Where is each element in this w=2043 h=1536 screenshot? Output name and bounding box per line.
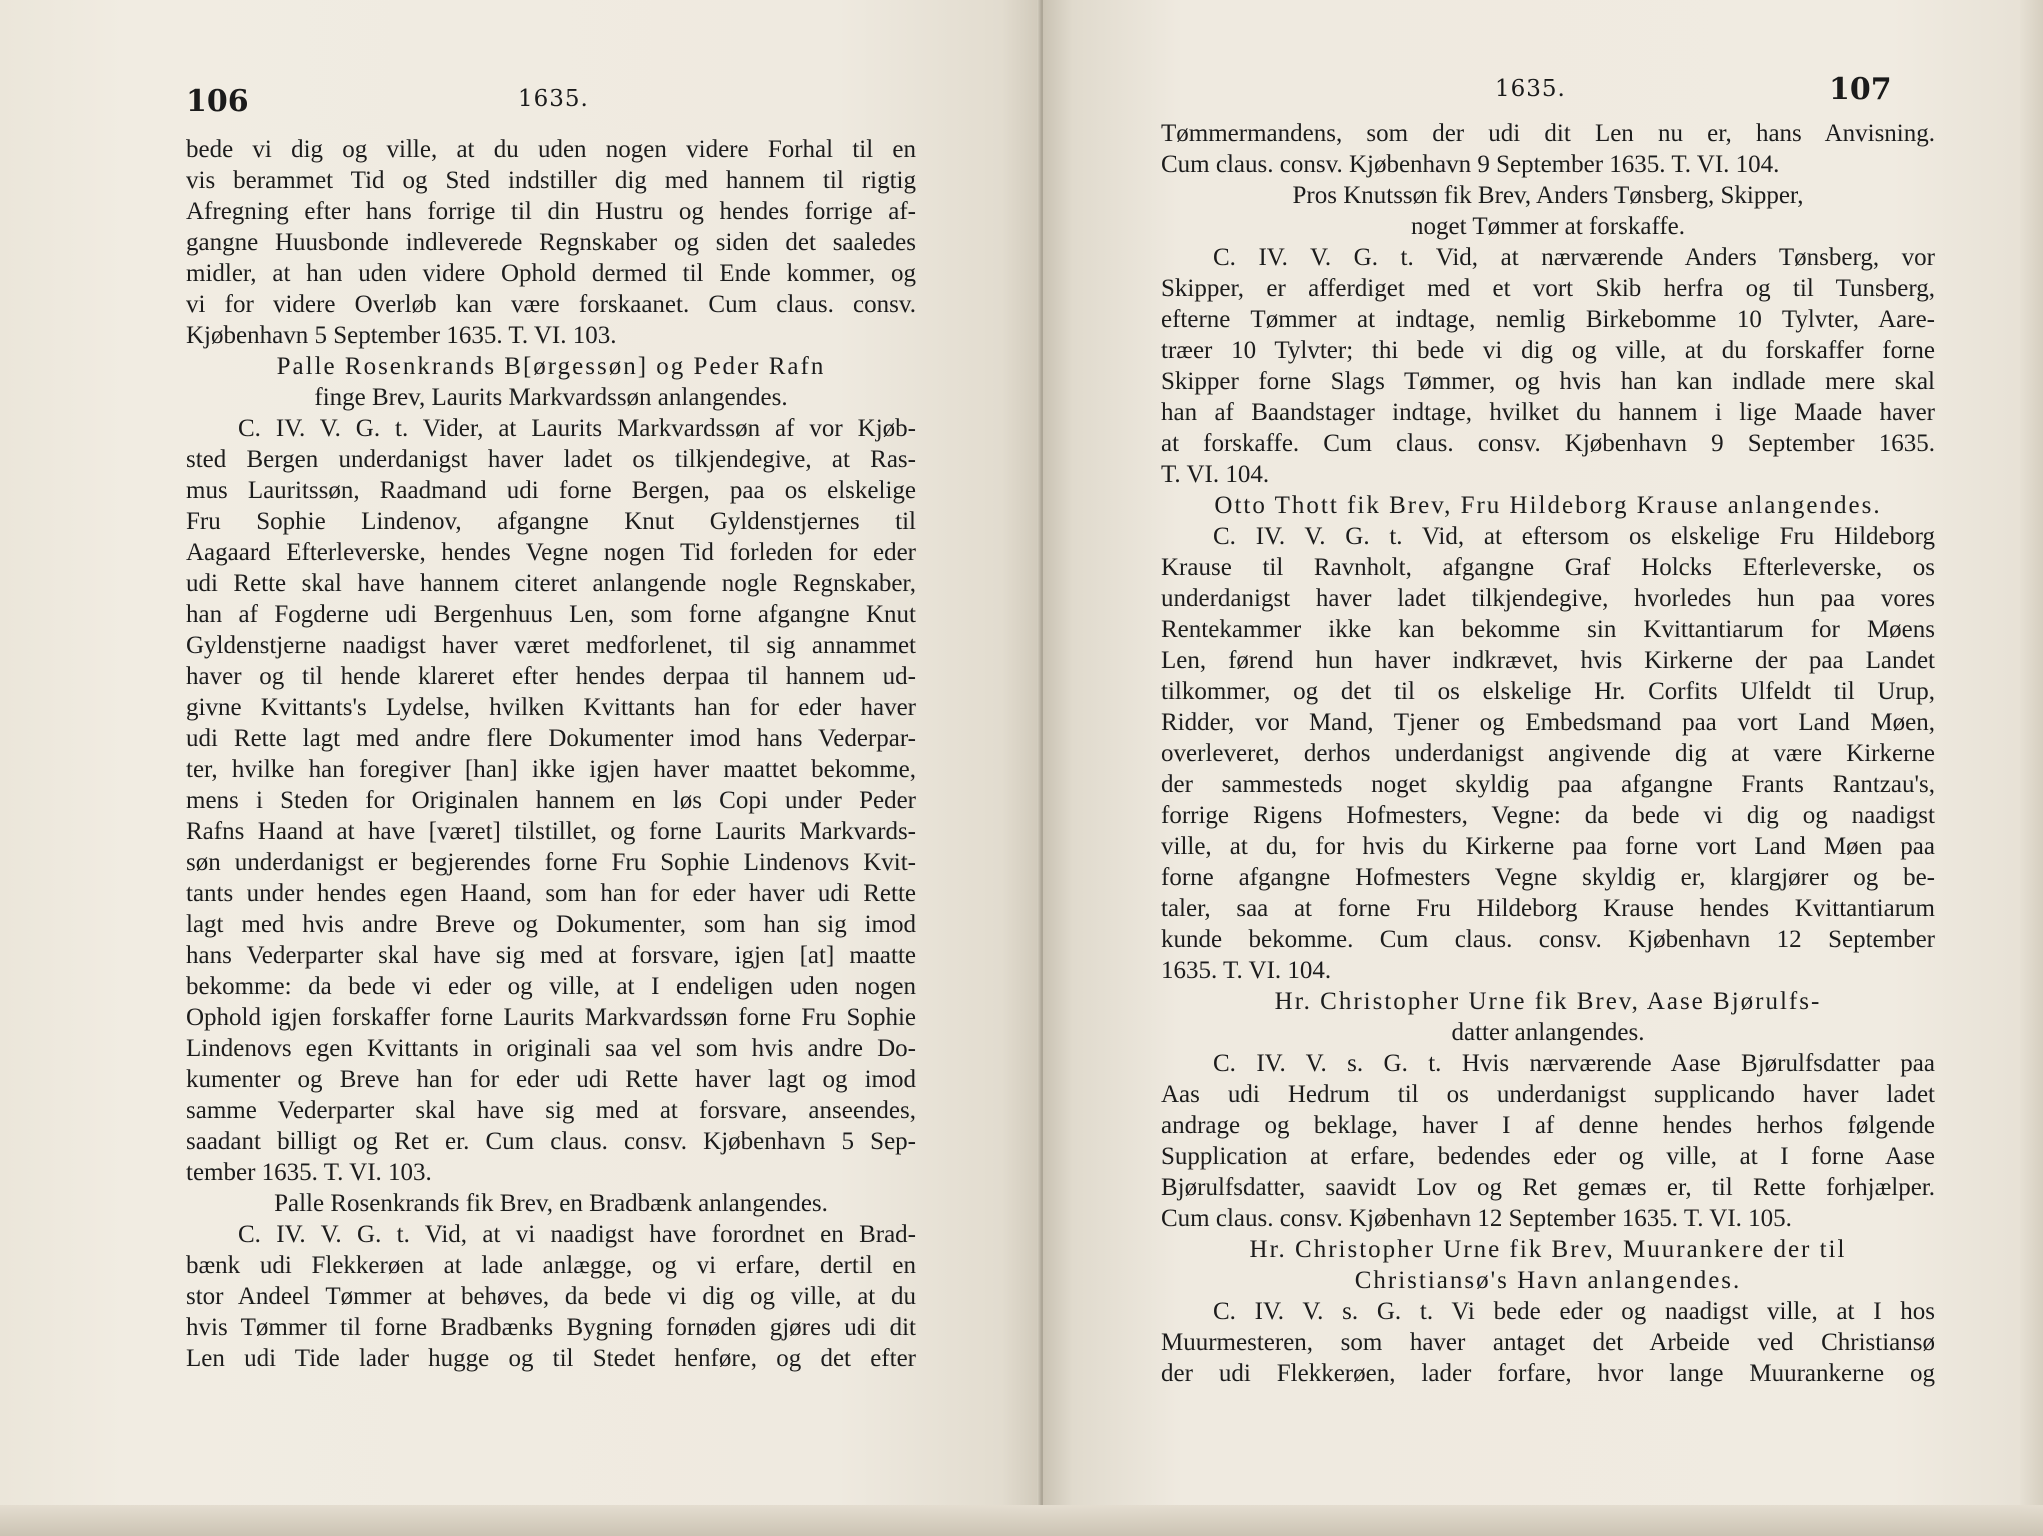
text-line: lagt med hvis andre Breve og Dokumenter, som han sig imod	[186, 911, 916, 938]
text-line: at forskaffe. Cum claus. consv. Kjøbenhavn 9 September 1635.	[1161, 430, 1935, 457]
text-line: kumenter og Breve han for eder udi Rette haver lagt og imod	[186, 1066, 916, 1093]
text-line: gangne Huusbonde indleverede Regnskaber og siden det saaledes	[186, 229, 916, 256]
entry-heading: Palle Rosenkrands fik Brev, en Bradbænk anlangendes.	[274, 1190, 828, 1217]
text-line: Cum claus. consv. Kjøbenhavn 9 September 1635. T. VI. 104.	[1161, 151, 1780, 178]
entry-heading: noget Tømmer at forskaffe.	[1411, 213, 1685, 240]
text-line: Rafns Haand at have [været] tilstillet, og forne Laurits Markvards-	[186, 818, 916, 845]
text-line: andrage og beklage, haver I af denne hendes herhos følgende	[1161, 1112, 1935, 1139]
text-line: Tømmermandens, som der udi dit Len nu er, hans Anvisning.	[1161, 120, 1935, 147]
text-line: bekomme: da bede vi eder og ville, at I endeligen uden nogen	[186, 973, 916, 1000]
text-line: efterne Tømmer at indtage, nemlig Birkebomme 10 Tylvter, Aare-	[1161, 306, 1935, 333]
text-line: mus Lauritssøn, Raadmand udi forne Bergen, paa os elskelige	[186, 477, 916, 504]
text-line: Ophold igjen forskaffer forne Laurits Markvardssøn forne Fru Sophie	[186, 1004, 916, 1031]
text-line: Len, førend hun haver indkrævet, hvis Kirkerne der paa Landet	[1161, 647, 1935, 674]
text-line: C. IV. V. G. t. Vid, at eftersom os elskelige Fru Hildeborg	[1213, 523, 1935, 550]
text-line: Skipper, er afferdiget med et vort Skib herfra og til Tunsberg,	[1161, 275, 1935, 302]
text-line: Fru Sophie Lindenov, afgangne Knut Gyldenstjernes til	[186, 508, 916, 535]
text-line: tilkommer, og det til os elskelige Hr. Corfits Ulfeldt til Urup,	[1161, 678, 1935, 705]
text-line: Cum claus. consv. Kjøbenhavn 12 September 1635. T. VI. 105.	[1161, 1205, 1792, 1232]
text-line: overleveret, derhos underdanigst angivende dig at være Kirkerne	[1161, 740, 1935, 767]
text-line: Lindenovs egen Kvittants in originali saa vel som hvis andre Do-	[186, 1035, 916, 1062]
entry-heading: datter anlangendes.	[1451, 1019, 1645, 1046]
text-line: C. IV. V. G. t. Vid, at nærværende Anders Tønsberg, vor	[1213, 244, 1935, 271]
right-body-text	[1161, 118, 1935, 1389]
text-line: Rentekammer ikke kan bekomme sin Kvittantiarum for Møens	[1161, 616, 1935, 643]
text-line: samme Vederparter skal have sig med at forsvare, anseendes,	[186, 1097, 916, 1124]
text-line: Gyldenstjerne naadigst haver været medforlenet, til sig annammet	[186, 632, 916, 659]
text-line: udi Rette lagt med andre flere Dokumenter imod hans Vederpar-	[186, 725, 916, 752]
text-line: Krause til Ravnholt, afgangne Graf Holcks Efterleverske, os	[1161, 554, 1935, 581]
text-line: træer 10 Tylvter; thi bede vi dig og ville, at du forskaffer forne	[1161, 337, 1935, 364]
text-line: udi Rette skal have hannem citeret anlangende nogle Regnskaber,	[186, 570, 916, 597]
text-line: 1635. T. VI. 104.	[1161, 957, 1332, 984]
entry-heading: Hr. Christopher Urne fik Brev, Muurankere der til	[1249, 1236, 1847, 1263]
text-line: Len udi Tide lader hugge og til Stedet henføre, og det efter	[186, 1345, 916, 1372]
text-line: der udi Flekkerøen, lader forfare, hvor lange Muurankerne og	[1161, 1360, 1935, 1387]
text-line: mens i Steden for Originalen hannem en løs Copi under Peder	[186, 787, 916, 814]
left-body-text	[186, 134, 916, 1374]
text-line: ter, hvilke han foregiver [han] ikke igjen haver maattet bekomme,	[186, 756, 916, 783]
entry-heading: Palle Rosenkrands B[ørgessøn] og Peder Rafn	[276, 353, 826, 380]
text-line: forrige Rigens Hofmesters, Vegne: da bede vi dig og naadigst	[1161, 802, 1935, 829]
text-line: stor Andeel Tømmer at behøves, da bede vi dig og ville, at du	[186, 1283, 916, 1310]
text-line: Afregning efter hans forrige til din Hustru og hendes forrige af-	[186, 198, 916, 225]
text-line: taler, saa at forne Fru Hildeborg Krause hendes Kvittantiarum	[1161, 895, 1935, 922]
text-line: midler, at han uden videre Ophold dermed til Ende kommer, og	[186, 260, 916, 287]
text-line: sted Bergen underdanigst haver ladet os tilkjendegive, at Ras-	[186, 446, 916, 473]
text-line: C. IV. V. G. t. Vid, at vi naadigst have forordnet en Brad-	[238, 1221, 916, 1248]
text-line: Aagaard Efterleverske, hendes Vegne nogen Tid forleden for eder	[186, 539, 916, 566]
right-page	[1043, 0, 2043, 1536]
text-line: bede vi dig og ville, at du uden nogen videre Forhal til en	[186, 136, 916, 163]
page-number-right: 107	[1829, 72, 1892, 107]
text-line: Bjørulfsdatter, saavidt Lov og Ret gemæs er, til Rette forhjælper.	[1161, 1174, 1935, 1201]
text-line: Supplication at erfare, bedendes eder og ville, at I forne Aase	[1161, 1143, 1935, 1170]
text-line: han af Baandstager indtage, hvilket du hannem i lige Maade haver	[1161, 399, 1935, 426]
text-line: han af Fogderne udi Bergenhuus Len, som forne afgangne Knut	[186, 601, 916, 628]
text-line: Skipper forne Slags Tømmer, og hvis han kan indlade mere skal	[1161, 368, 1935, 395]
page-bottom-shadow	[0, 1505, 2043, 1536]
text-line: vi for videre Overløb kan være forskaanet. Cum claus. consv.	[186, 291, 916, 318]
entry-heading: Otto Thott fik Brev, Fru Hildeborg Krause anlangendes.	[1214, 492, 1882, 519]
entry-heading: Pros Knutssøn fik Brev, Anders Tønsberg, Skipper,	[1292, 182, 1804, 209]
text-line: C. IV. V. G. t. Vider, at Laurits Markvardssøn af vor Kjøb-	[238, 415, 916, 442]
text-line: haver og til hende klareret efter hendes derpaa til hannem ud-	[186, 663, 916, 690]
text-line: givne Kvittants's Lydelse, hvilken Kvittants han for eder haver	[186, 694, 916, 721]
text-line: vis berammet Tid og Sted indstiller dig med hannem til rigtig	[186, 167, 916, 194]
text-line: tember 1635. T. VI. 103.	[186, 1159, 432, 1186]
text-line: der sammesteds noget skyldig paa afgangne Frants Rantzau's,	[1161, 771, 1935, 798]
text-line: Muurmesteren, som haver antaget det Arbeide ved Christiansø	[1161, 1329, 1935, 1356]
text-line: Kjøbenhavn 5 September 1635. T. VI. 103.	[186, 322, 617, 349]
text-line: forne afgangne Hofmesters Vegne skyldig er, klargjører og be-	[1161, 864, 1935, 891]
text-line: underdanigst haver ladet tilkjendegive, hvorledes hun paa vores	[1161, 585, 1935, 612]
text-line: T. VI. 104.	[1161, 461, 1270, 488]
entry-heading: finge Brev, Laurits Markvardssøn anlangendes.	[314, 384, 788, 411]
text-line: hvis Tømmer til forne Bradbænks Bygning fornøden gjøres udi dit	[186, 1314, 916, 1341]
running-head-right: 1635.	[1495, 76, 1566, 102]
text-line: ville, at du, for hvis du Kirkerne paa forne vort Land Møen paa	[1161, 833, 1935, 860]
text-line: C. IV. V. s. G. t. Hvis nærværende Aase Bjørulfsdatter paa	[1213, 1050, 1935, 1077]
page-edge	[2020, 0, 2043, 1536]
running-head-left: 1635.	[518, 86, 589, 112]
text-line: saadant billigt og Ret er. Cum claus. consv. Kjøbenhavn 5 Sep-	[186, 1128, 916, 1155]
text-line: Aas udi Hedrum til os underdanigst supplicando haver ladet	[1161, 1081, 1935, 1108]
text-line: Ridder, vor Mand, Tjener og Embedsmand paa vort Land Møen,	[1161, 709, 1935, 736]
text-line: C. IV. V. s. G. t. Vi bede eder og naadigst ville, at I hos	[1213, 1298, 1935, 1325]
text-line: hans Vederparter skal have sig med at forsvare, igjen [at] maatte	[186, 942, 916, 969]
entry-heading: Hr. Christopher Urne fik Brev, Aase Bjørulfs-	[1274, 988, 1822, 1015]
text-line: kunde bekomme. Cum claus. consv. Kjøbenhavn 12 September	[1161, 926, 1935, 953]
entry-heading: Christiansø's Havn anlangendes.	[1354, 1267, 1742, 1294]
text-line: bænk udi Flekkerøen at lade anlægge, og vi erfare, dertil en	[186, 1252, 916, 1279]
text-line: søn underdanigst er begjerendes forne Fru Sophie Lindenovs Kvit-	[186, 849, 916, 876]
text-line: tants under hendes egen Haand, som han for eder haver udi Rette	[186, 880, 916, 907]
page-number-left: 106	[186, 84, 249, 119]
